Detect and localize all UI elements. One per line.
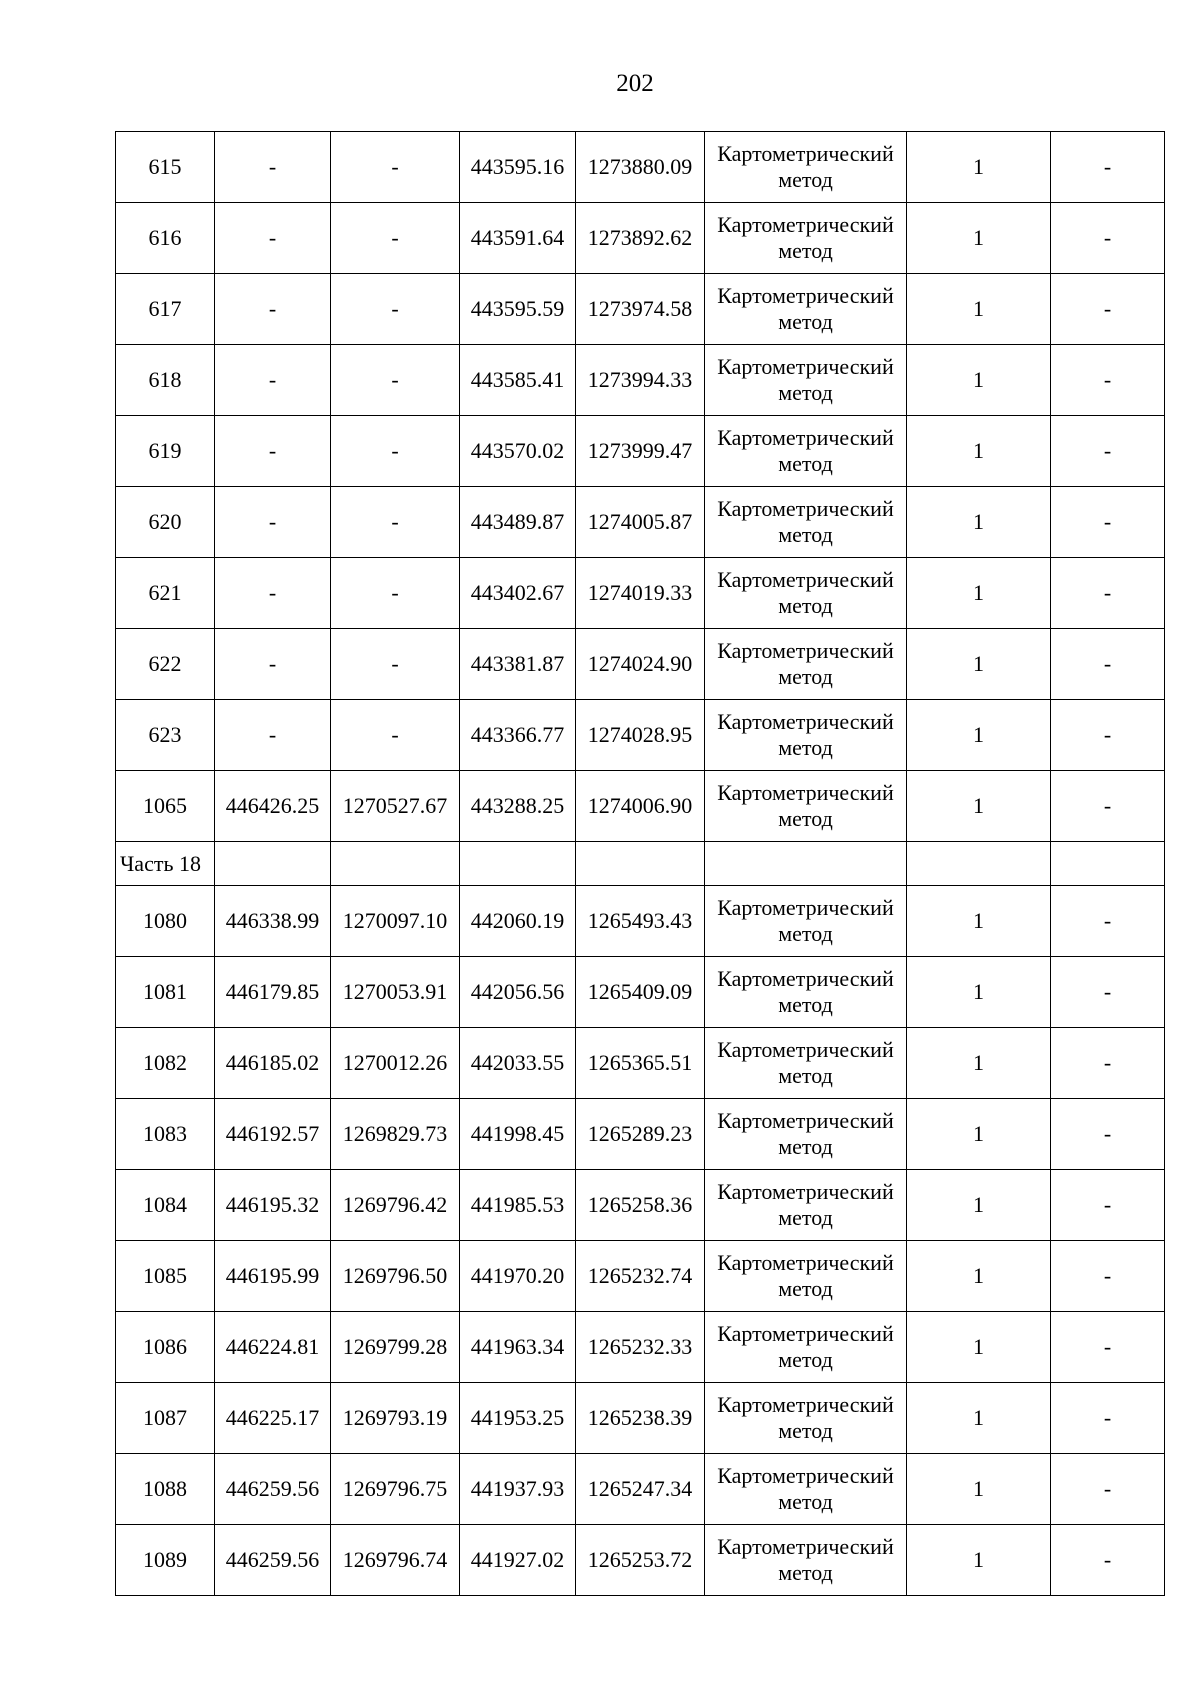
accuracy-cell: 1 (907, 886, 1051, 957)
method-cell: Картометрический метод (705, 957, 907, 1028)
accuracy-cell: 1 (907, 1028, 1051, 1099)
existing-x-cell: - (215, 345, 331, 416)
accuracy-cell: 1 (907, 274, 1051, 345)
point-number-cell: 621 (116, 558, 215, 629)
existing-y-cell: - (331, 629, 460, 700)
method-cell: Картометрический метод (705, 1525, 907, 1596)
table-row (116, 1241, 1165, 1312)
point-number-cell: 1084 (116, 1170, 215, 1241)
table-row (116, 1028, 1165, 1099)
existing-y-cell: - (331, 700, 460, 771)
method-cell: Картометрический метод (705, 203, 907, 274)
existing-y-cell: 1269796.74 (331, 1525, 460, 1596)
existing-y-cell: - (331, 558, 460, 629)
note-cell: - (1051, 487, 1165, 558)
table-row (116, 416, 1165, 487)
empty-cell (331, 842, 460, 886)
note-cell: - (1051, 132, 1165, 203)
table-row (116, 1099, 1165, 1170)
method-cell: Картометрический метод (705, 1383, 907, 1454)
specified-y-cell: 1265365.51 (576, 1028, 705, 1099)
point-number-cell: 1087 (116, 1383, 215, 1454)
coordinates-table (115, 131, 1165, 1596)
specified-y-cell: 1265232.74 (576, 1241, 705, 1312)
section-header-row (116, 842, 1165, 886)
method-cell: Картометрический метод (705, 629, 907, 700)
specified-x-cell: 441963.34 (460, 1312, 576, 1383)
existing-x-cell: 446225.17 (215, 1383, 331, 1454)
existing-y-cell: - (331, 132, 460, 203)
existing-x-cell: 446259.56 (215, 1454, 331, 1525)
specified-y-cell: 1274005.87 (576, 487, 705, 558)
existing-x-cell: 446195.99 (215, 1241, 331, 1312)
specified-x-cell: 443366.77 (460, 700, 576, 771)
table-row (116, 1312, 1165, 1383)
point-number-cell: 622 (116, 629, 215, 700)
method-cell: Картометрический метод (705, 1312, 907, 1383)
point-number-cell: 1082 (116, 1028, 215, 1099)
method-cell: Картометрический метод (705, 886, 907, 957)
specified-x-cell: 441970.20 (460, 1241, 576, 1312)
accuracy-cell: 1 (907, 957, 1051, 1028)
table-row (116, 487, 1165, 558)
note-cell: - (1051, 1028, 1165, 1099)
method-cell: Картометрический метод (705, 700, 907, 771)
specified-x-cell: 441998.45 (460, 1099, 576, 1170)
specified-x-cell: 443595.59 (460, 274, 576, 345)
note-cell: - (1051, 203, 1165, 274)
note-cell: - (1051, 345, 1165, 416)
existing-x-cell: - (215, 203, 331, 274)
specified-y-cell: 1273892.62 (576, 203, 705, 274)
existing-y-cell: 1269796.50 (331, 1241, 460, 1312)
existing-x-cell: - (215, 700, 331, 771)
specified-y-cell: 1274024.90 (576, 629, 705, 700)
existing-y-cell: 1269793.19 (331, 1383, 460, 1454)
specified-x-cell: 441927.02 (460, 1525, 576, 1596)
specified-x-cell: 442033.55 (460, 1028, 576, 1099)
specified-y-cell: 1265238.39 (576, 1383, 705, 1454)
specified-x-cell: 441985.53 (460, 1170, 576, 1241)
existing-y-cell: - (331, 487, 460, 558)
point-number-cell: 1065 (116, 771, 215, 842)
empty-cell (705, 842, 907, 886)
method-cell: Картометрический метод (705, 132, 907, 203)
accuracy-cell: 1 (907, 487, 1051, 558)
note-cell: - (1051, 1241, 1165, 1312)
note-cell: - (1051, 558, 1165, 629)
accuracy-cell: 1 (907, 132, 1051, 203)
table-row (116, 558, 1165, 629)
specified-y-cell: 1265409.09 (576, 957, 705, 1028)
specified-x-cell: 443288.25 (460, 771, 576, 842)
method-cell: Картометрический метод (705, 1099, 907, 1170)
specified-x-cell: 443585.41 (460, 345, 576, 416)
note-cell: - (1051, 1525, 1165, 1596)
note-cell: - (1051, 1383, 1165, 1454)
point-number-cell: 1085 (116, 1241, 215, 1312)
existing-x-cell: 446259.56 (215, 1525, 331, 1596)
note-cell: - (1051, 771, 1165, 842)
existing-x-cell: 446426.25 (215, 771, 331, 842)
page-number: 202 (616, 70, 654, 97)
existing-y-cell: 1270053.91 (331, 957, 460, 1028)
table-row (116, 203, 1165, 274)
note-cell: - (1051, 416, 1165, 487)
existing-x-cell: - (215, 274, 331, 345)
specified-y-cell: 1273994.33 (576, 345, 705, 416)
accuracy-cell: 1 (907, 1525, 1051, 1596)
empty-cell (1051, 842, 1165, 886)
table-row (116, 345, 1165, 416)
table-row (116, 771, 1165, 842)
existing-x-cell: - (215, 558, 331, 629)
existing-x-cell: - (215, 132, 331, 203)
table-row (116, 957, 1165, 1028)
accuracy-cell: 1 (907, 416, 1051, 487)
table-row (116, 1170, 1165, 1241)
point-number-cell: 1086 (116, 1312, 215, 1383)
specified-x-cell: 443595.16 (460, 132, 576, 203)
specified-x-cell: 441953.25 (460, 1383, 576, 1454)
specified-y-cell: 1274028.95 (576, 700, 705, 771)
existing-y-cell: - (331, 203, 460, 274)
existing-x-cell: 446192.57 (215, 1099, 331, 1170)
accuracy-cell: 1 (907, 345, 1051, 416)
method-cell: Картометрический метод (705, 1170, 907, 1241)
method-cell: Картометрический метод (705, 274, 907, 345)
point-number-cell: 619 (116, 416, 215, 487)
existing-y-cell: 1269796.75 (331, 1454, 460, 1525)
existing-y-cell: - (331, 345, 460, 416)
specified-y-cell: 1274006.90 (576, 771, 705, 842)
existing-y-cell: 1269799.28 (331, 1312, 460, 1383)
accuracy-cell: 1 (907, 1241, 1051, 1312)
specified-y-cell: 1273880.09 (576, 132, 705, 203)
table-row (116, 1454, 1165, 1525)
note-cell: - (1051, 274, 1165, 345)
accuracy-cell: 1 (907, 700, 1051, 771)
existing-y-cell: 1270527.67 (331, 771, 460, 842)
specified-y-cell: 1265253.72 (576, 1525, 705, 1596)
accuracy-cell: 1 (907, 771, 1051, 842)
method-cell: Картометрический метод (705, 1028, 907, 1099)
accuracy-cell: 1 (907, 1383, 1051, 1454)
existing-y-cell: - (331, 274, 460, 345)
table-row (116, 886, 1165, 957)
method-cell: Картометрический метод (705, 487, 907, 558)
existing-x-cell: 446185.02 (215, 1028, 331, 1099)
specified-y-cell: 1265289.23 (576, 1099, 705, 1170)
specified-y-cell: 1265247.34 (576, 1454, 705, 1525)
table-row (116, 274, 1165, 345)
section-label: Часть 18 (116, 842, 215, 886)
specified-x-cell: 443570.02 (460, 416, 576, 487)
existing-y-cell: 1270097.10 (331, 886, 460, 957)
empty-cell (576, 842, 705, 886)
specified-x-cell: 442060.19 (460, 886, 576, 957)
method-cell: Картометрический метод (705, 1241, 907, 1312)
empty-cell (907, 842, 1051, 886)
accuracy-cell: 1 (907, 629, 1051, 700)
method-cell: Картометрический метод (705, 416, 907, 487)
accuracy-cell: 1 (907, 1170, 1051, 1241)
existing-x-cell: 446195.32 (215, 1170, 331, 1241)
table-row (116, 700, 1165, 771)
existing-x-cell: 446224.81 (215, 1312, 331, 1383)
note-cell: - (1051, 1170, 1165, 1241)
existing-y-cell: 1269829.73 (331, 1099, 460, 1170)
accuracy-cell: 1 (907, 1312, 1051, 1383)
accuracy-cell: 1 (907, 203, 1051, 274)
existing-x-cell: 446179.85 (215, 957, 331, 1028)
method-cell: Картометрический метод (705, 345, 907, 416)
existing-y-cell: 1269796.42 (331, 1170, 460, 1241)
specified-x-cell: 443381.87 (460, 629, 576, 700)
specified-x-cell: 442056.56 (460, 957, 576, 1028)
point-number-cell: 616 (116, 203, 215, 274)
specified-x-cell: 443402.67 (460, 558, 576, 629)
accuracy-cell: 1 (907, 1454, 1051, 1525)
point-number-cell: 623 (116, 700, 215, 771)
method-cell: Картометрический метод (705, 1454, 907, 1525)
note-cell: - (1051, 1099, 1165, 1170)
point-number-cell: 620 (116, 487, 215, 558)
existing-y-cell: 1270012.26 (331, 1028, 460, 1099)
accuracy-cell: 1 (907, 1099, 1051, 1170)
table-row (116, 1525, 1165, 1596)
point-number-cell: 618 (116, 345, 215, 416)
specified-x-cell: 443489.87 (460, 487, 576, 558)
specified-x-cell: 441937.93 (460, 1454, 576, 1525)
existing-y-cell: - (331, 416, 460, 487)
point-number-cell: 1080 (116, 886, 215, 957)
note-cell: - (1051, 886, 1165, 957)
point-number-cell: 1088 (116, 1454, 215, 1525)
point-number-cell: 615 (116, 132, 215, 203)
accuracy-cell: 1 (907, 558, 1051, 629)
existing-x-cell: - (215, 629, 331, 700)
specified-y-cell: 1273999.47 (576, 416, 705, 487)
method-cell: Картометрический метод (705, 771, 907, 842)
specified-y-cell: 1265232.33 (576, 1312, 705, 1383)
specified-y-cell: 1265258.36 (576, 1170, 705, 1241)
point-number-cell: 1083 (116, 1099, 215, 1170)
point-number-cell: 1089 (116, 1525, 215, 1596)
note-cell: - (1051, 1312, 1165, 1383)
note-cell: - (1051, 700, 1165, 771)
specified-x-cell: 443591.64 (460, 203, 576, 274)
existing-x-cell: - (215, 416, 331, 487)
existing-x-cell: 446338.99 (215, 886, 331, 957)
point-number-cell: 617 (116, 274, 215, 345)
method-cell: Картометрический метод (705, 558, 907, 629)
point-number-cell: 1081 (116, 957, 215, 1028)
table-row (116, 629, 1165, 700)
table-row (116, 1383, 1165, 1454)
specified-y-cell: 1265493.43 (576, 886, 705, 957)
note-cell: - (1051, 629, 1165, 700)
note-cell: - (1051, 1454, 1165, 1525)
specified-y-cell: 1273974.58 (576, 274, 705, 345)
existing-x-cell: - (215, 487, 331, 558)
specified-y-cell: 1274019.33 (576, 558, 705, 629)
empty-cell (215, 842, 331, 886)
table-body (116, 132, 1165, 1596)
table-row (116, 132, 1165, 203)
note-cell: - (1051, 957, 1165, 1028)
empty-cell (460, 842, 576, 886)
